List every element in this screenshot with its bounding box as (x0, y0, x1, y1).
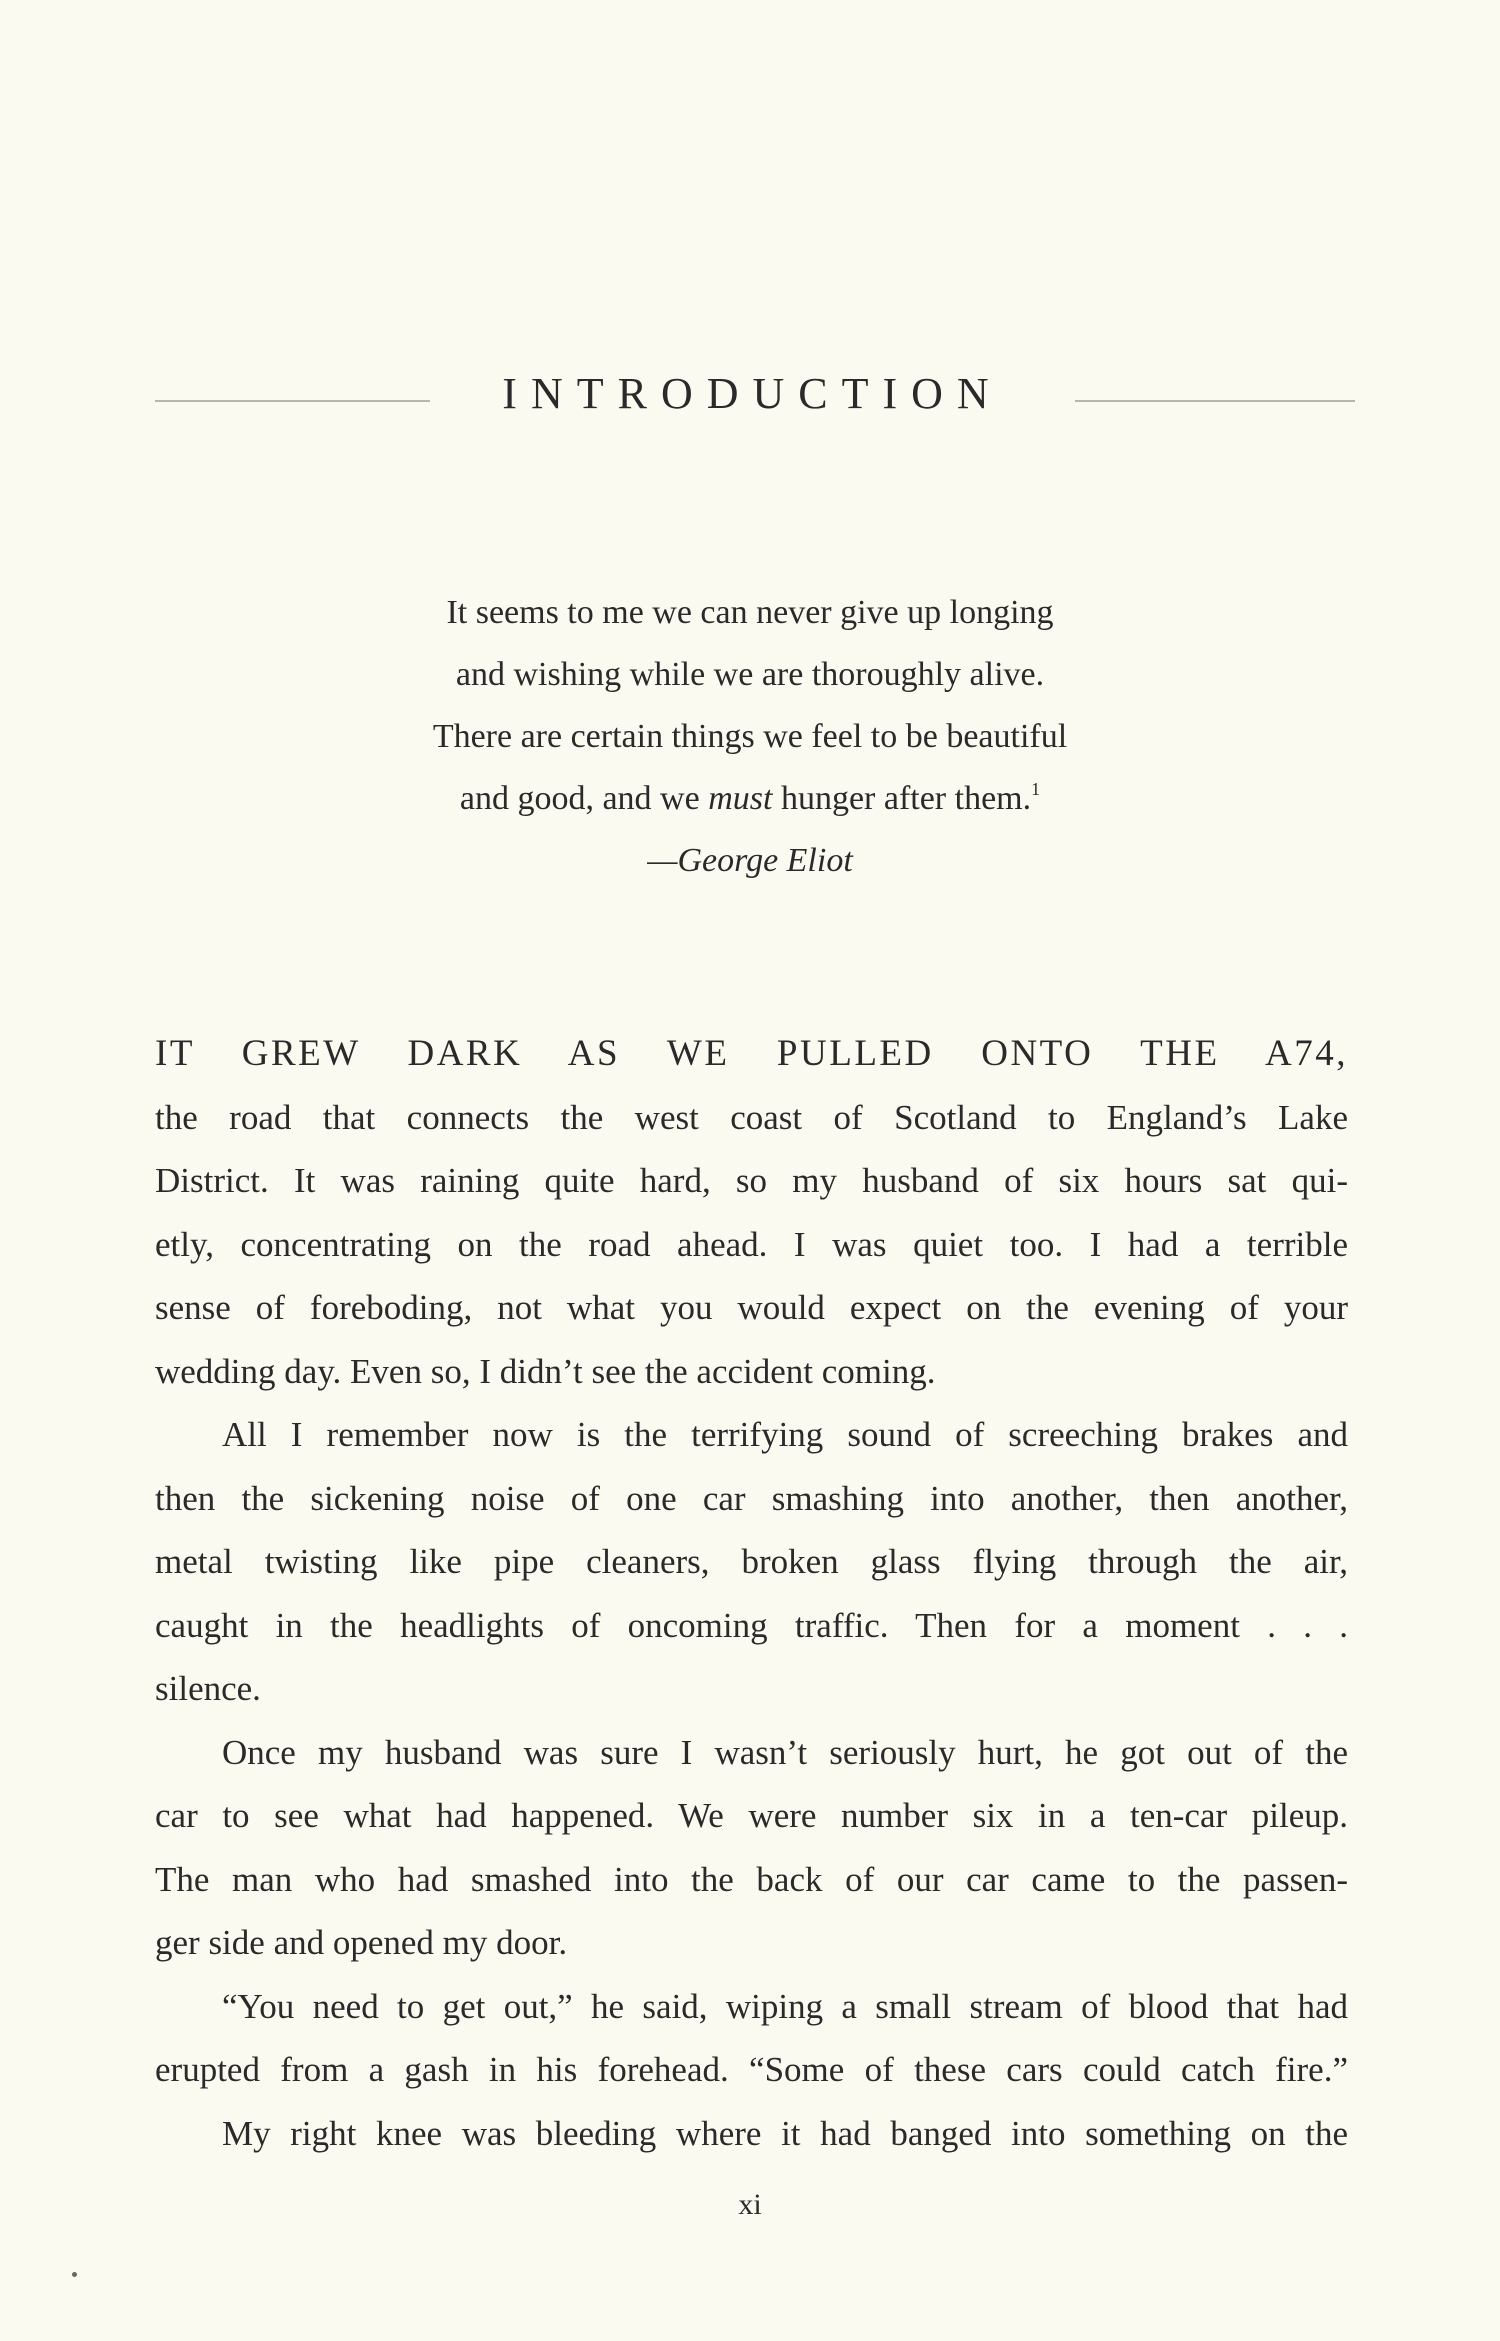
text-line: “You need to get out,” he said, wiping a small stream of blood that had (222, 1986, 1348, 2026)
epigraph-text: and good, and we (459, 780, 709, 817)
paragraph (155, 1721, 1348, 1975)
text-line: ger side and opened my door. (155, 1923, 568, 1962)
epigraph-attribution: —George Eliot (647, 842, 853, 879)
heading-rule-right (1075, 400, 1355, 402)
text-line: car to see what had happened. We were number six in a ten-car pileup. (155, 1796, 1348, 1835)
heading-rule-left (155, 400, 430, 402)
footnote-marker: 1 (1031, 779, 1041, 799)
paragraph (155, 1022, 1348, 1403)
text-line: etly, concentrating on the road ahead. I was quiet too. I had a terrible (155, 1224, 1348, 1264)
paragraph (155, 1403, 1348, 1721)
epigraph-line: It seems to me we can never give up longing (446, 594, 1054, 631)
text-line: Once my husband was sure I wasn’t seriously hurt, he got out of the (222, 1732, 1348, 1772)
text-line: My right knee was bleeding where it had banged into something on the (222, 2113, 1348, 2153)
body-text (155, 1022, 1348, 2165)
text-line: caught in the headlights of oncoming traffic. Then for a moment . . . (155, 1605, 1348, 1645)
text-line: sense of foreboding, not what you would expect on the evening of your (155, 1288, 1348, 1327)
epigraph-line (300, 768, 1200, 830)
page-number: xi (738, 2188, 762, 2221)
text-line: the road that connects the west coast of Scotland to England’s Lake (155, 1097, 1348, 1137)
text-line: The man who had smashed into the back of our car came to the passen- (155, 1859, 1348, 1899)
paragraph (155, 2102, 1348, 2166)
epigraph-line: and wishing while we are thoroughly alive. (455, 656, 1045, 693)
chapter-heading (155, 368, 1355, 428)
text-line: wedding day. Even so, I didn’t see the accident coming. (155, 1351, 936, 1391)
epigraph (300, 582, 1200, 892)
text-line: then the sickening noise of one car smashing into another, then another, (155, 1478, 1348, 1518)
text-line: All I remember now is the terrifying sound of screeching brakes and (222, 1415, 1348, 1454)
text-line: erupted from a gash in his forehead. “Some of these cars could catch fire.” (155, 2050, 1348, 2089)
epigraph-line: There are certain things we feel to be beautiful (432, 718, 1068, 755)
lead-in-caps: IT GREW DARK AS WE PULLED ONTO THE A74, (155, 1033, 1348, 1074)
epigraph-emphasis: must (708, 780, 773, 817)
paragraph (155, 1975, 1348, 2102)
chapter-title: INTRODUCTION (502, 369, 1003, 418)
epigraph-text: hunger after them. (772, 780, 1032, 817)
text-line: District. It was raining quite hard, so my husband of six hours sat qui- (155, 1161, 1348, 1200)
text-line: silence. (155, 1669, 261, 1708)
scan-speck (72, 2272, 77, 2277)
text-line: metal twisting like pipe cleaners, broken glass flying through the air, (155, 1542, 1348, 1581)
